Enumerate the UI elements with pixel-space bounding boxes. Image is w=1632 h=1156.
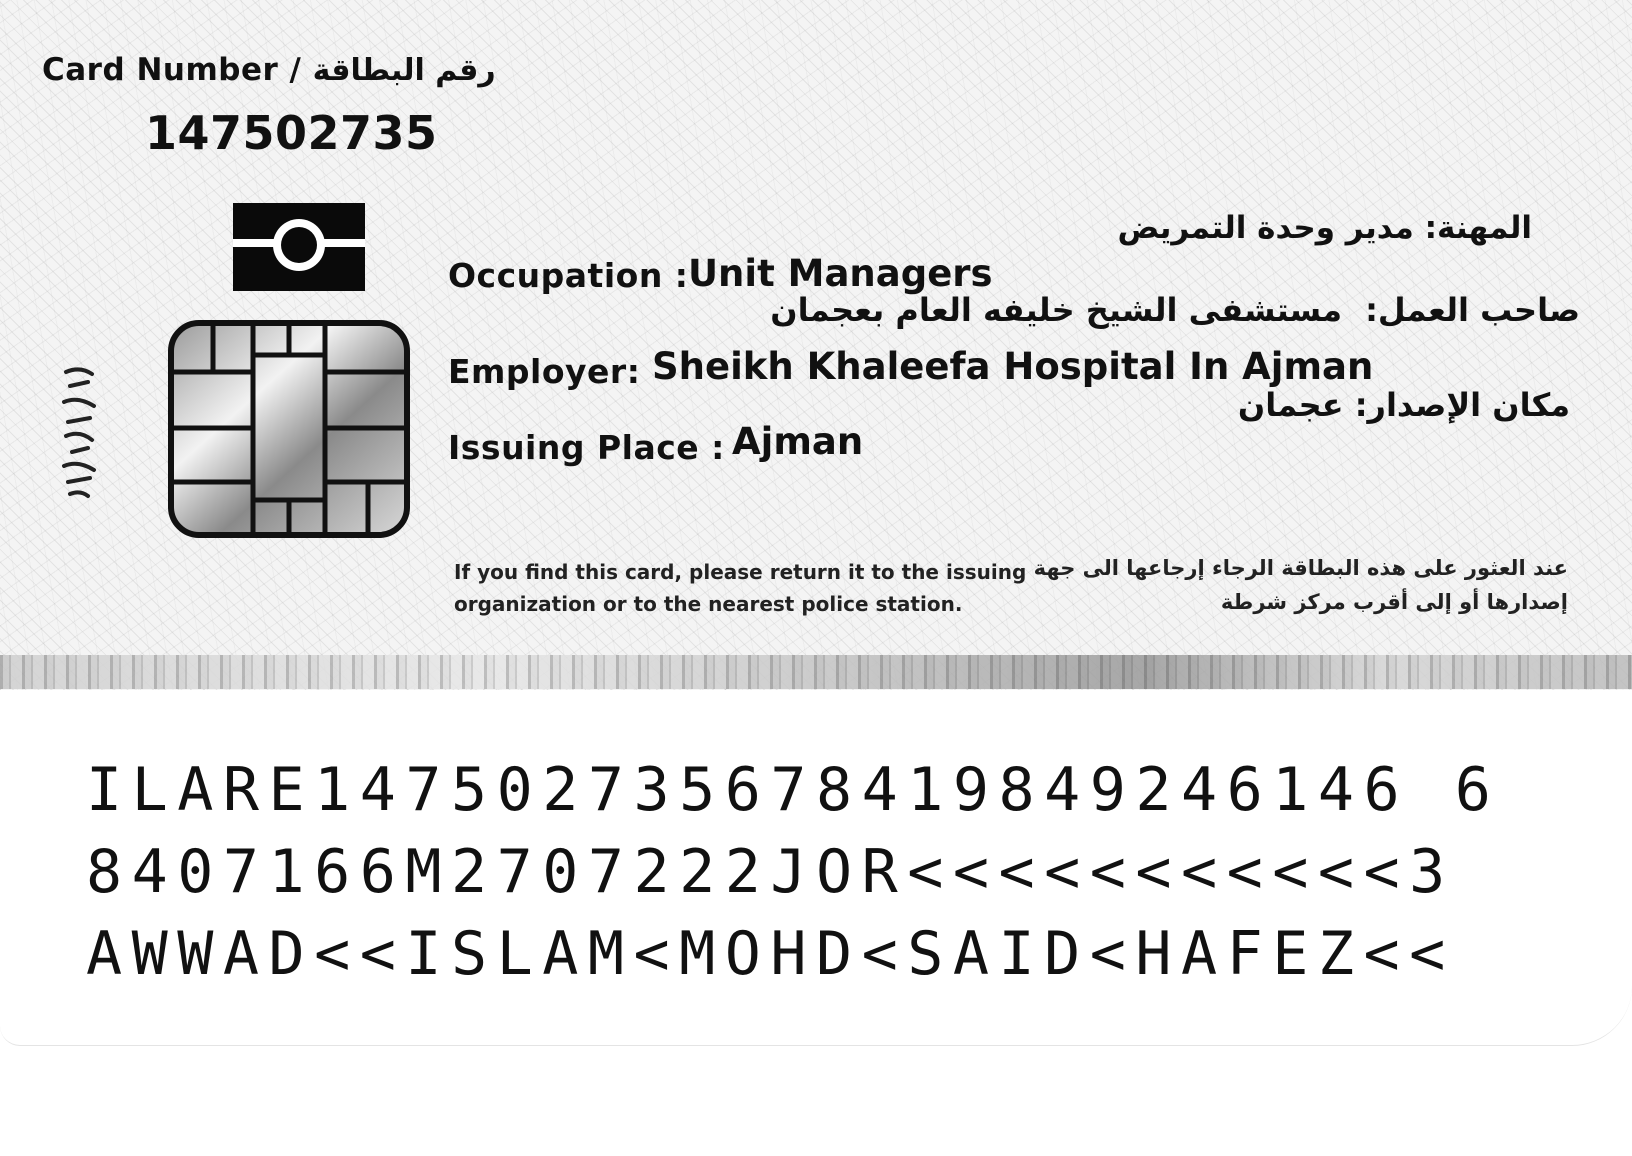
- smart-chip-icon: [168, 320, 410, 538]
- employer-label-ar: صاحب العمل:: [1365, 291, 1580, 329]
- watermark-icon: [58, 362, 102, 502]
- occupation-value-ar: مدير وحدة التمريض: [1117, 210, 1414, 246]
- mrz-line-1: ILARE147502735678419849246146 6: [86, 755, 1501, 825]
- employer-value: Sheikh Khaleefa Hospital In Ajman: [652, 345, 1374, 388]
- issuing-place-label: Issuing Place :: [448, 428, 725, 467]
- occupation-label-ar: المهنة:: [1424, 210, 1532, 246]
- occupation-value: Unit Managers: [688, 252, 993, 295]
- card-number: 147502735: [145, 106, 438, 160]
- return-notice-ar-line1: عند العثور على هذه البطاقة الرجاء إرجاعها الى جهة: [1033, 556, 1568, 580]
- card-number-label-en: Card Number /: [42, 52, 302, 88]
- emblem-icon: [233, 203, 365, 291]
- occupation-ar: [1117, 210, 1532, 246]
- return-notice-ar-line2: إصدارها أو إلى أقرب مركز شرطة: [1220, 590, 1568, 614]
- employer-label: Employer:: [448, 352, 641, 391]
- card-number-label-ar: رقم البطاقة: [312, 53, 496, 88]
- employer-value-ar: مستشفى الشيخ خليفه العام بعجمان: [770, 291, 1342, 329]
- card-number-label: [42, 52, 496, 88]
- scan-strip: [0, 655, 1632, 689]
- issuing-place-value-ar: عجمان: [1237, 386, 1344, 424]
- mrz-line-2: 8407166M2707222JOR<<<<<<<<<<<3: [86, 837, 1455, 907]
- issuing-place-label-ar: مكان الإصدار:: [1354, 386, 1570, 424]
- issuing-place-value: Ajman: [732, 420, 864, 463]
- issuing-place-ar: [1238, 386, 1570, 424]
- return-notice-en-line2: organization or to the nearest police station.: [454, 592, 963, 616]
- return-notice-en-line1: If you find this card, please return it to the issuing: [454, 560, 1027, 584]
- mrz-line-3: AWWAD<<ISLAM<MOHD<SAID<HAFEZ<<: [86, 919, 1455, 989]
- occupation-label: Occupation :: [448, 256, 689, 295]
